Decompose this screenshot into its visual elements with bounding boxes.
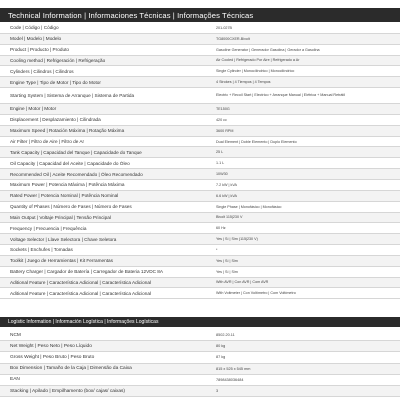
row-label: Cylinders | Cilindros | Cilindros [10, 68, 74, 74]
row-label: Air Filter | Filtro de Aire | Filtro de Ar [10, 139, 85, 145]
row-value: 3600 RPM [216, 128, 234, 133]
table-row [0, 147, 400, 158]
row-label: Aditional Feature | Característica Adicional | Característica Adicional [10, 290, 152, 296]
row-value: 3 [216, 389, 219, 394]
row-label: Rated Power | Potencia Nominal | Potência Nominal [10, 193, 119, 199]
table-row [0, 126, 400, 137]
table-row [0, 158, 400, 169]
row-label: Gross Weight | Peso Bruto | Peso Bruto [10, 354, 95, 360]
row-label: EAN [10, 377, 20, 383]
table-row [0, 213, 400, 224]
row-label: Oil Capacity | Capacidad del Aceite | Capacidade do Óleo [10, 160, 130, 166]
row-value: 815 x 525 x 545 mm [216, 366, 251, 371]
row-label: Stacking | Apilado | Empilhamento (box/ cajas/ caixas) [10, 388, 126, 394]
row-value: TE150G [216, 106, 230, 111]
table-row [0, 245, 400, 256]
table-row [0, 180, 400, 191]
row-value: * [216, 247, 218, 252]
row-value: 420 cc [216, 117, 227, 122]
row-value: Electric + Recoil Start | Electrico + Arranque Manual | Elétrica + Manual Retrátil [216, 93, 346, 98]
logistic-info-table [0, 330, 400, 397]
row-value: 80 kg [216, 344, 226, 349]
row-label: Quantity of Phases | Número de Fases | Número de Fases [10, 204, 132, 210]
table-row [0, 288, 400, 299]
table-row [0, 267, 400, 278]
row-label: Battery Charger | Cargador de Batería | Carregador de Bateria 12VDC 8A [10, 269, 164, 275]
table-row [0, 77, 400, 88]
table-row [0, 45, 400, 56]
table-row [0, 202, 400, 213]
row-label: Maximum Power | Potencia Máxima | Potência Máxima [10, 182, 125, 188]
row-value: Yes | Sí | Sim [216, 269, 238, 274]
row-label: Sockets | Enchufes | Tomadas [10, 247, 73, 253]
row-value: 8502.20.11 [216, 333, 235, 338]
row-value: 7.2 kW | kVA [216, 182, 237, 187]
table-row [0, 137, 400, 148]
logistic-info-header [0, 317, 400, 327]
table-row [0, 169, 400, 180]
row-value: With Voltmeter | Con Voltímetro | Com Voltímetro [216, 291, 296, 296]
row-value: 1.1 L [216, 161, 225, 166]
row-value: 7898438036484 [216, 377, 244, 382]
table-row [0, 115, 400, 126]
row-label: Maximum Speed | Rotación Máxima | Rotação Máxima [10, 128, 125, 134]
row-value: Bivolt 115|230 V [216, 215, 243, 220]
row-value: With AVR | Con AVR | Com AVR [216, 280, 269, 285]
row-label: NCM [10, 332, 21, 338]
table-row [0, 34, 400, 45]
row-value: Gasoline Generator | Generador Gasolina | Gerador a Gasolina [216, 47, 320, 52]
row-value: Yes | Sí | Sim [216, 258, 238, 263]
row-label: Engine | Motor | Motor [10, 106, 57, 112]
row-value: Single Cylinder | Monocilíndrico | Monocilíndrico [216, 69, 295, 74]
table-row [0, 375, 400, 386]
table-row [0, 256, 400, 267]
table-row [0, 104, 400, 115]
row-label: Code | Código | Código [10, 25, 59, 31]
row-label: Voltage Selector | Llave Selectora | Chave Seletora [10, 236, 117, 242]
table-row [0, 234, 400, 245]
table-row [0, 66, 400, 77]
table-row [0, 88, 400, 104]
row-value: 87 kg [216, 355, 226, 360]
table-row [0, 278, 400, 289]
table-row [0, 386, 400, 397]
table-row [0, 56, 400, 67]
row-value: Yes | Sí | Sim (115|230 V) [216, 237, 258, 242]
table-row [0, 364, 400, 375]
row-value: 10W30 [216, 172, 228, 177]
logistic-info-title: Logistic Information | Información Logística | Informações Logísticas [8, 319, 159, 325]
row-label: Aditional Feature | Característica Adicional | Característica Adicional [10, 279, 152, 285]
row-value: 60 Hz [216, 226, 226, 231]
row-value: 201-027B [216, 25, 232, 30]
row-value: TG8000CXER-Bivolt [216, 36, 250, 41]
row-label: Engine Type | Tipo de Motor | Tipo do Motor [10, 79, 101, 85]
table-row [0, 330, 400, 341]
technical-info-table [0, 23, 400, 299]
table-row [0, 191, 400, 202]
row-label: Starting System | Sistema de Arranque | Sistema de Partida [10, 92, 135, 98]
row-label: Model | Modelo | Modelo [10, 36, 62, 42]
row-label: Box Dimension | Tamaño de la Caja | Dimensão da Caixa [10, 366, 132, 372]
row-value: Air Cooled | Refrigerado Por Aire | Refrigerado a Ar [216, 58, 300, 63]
row-value: Dual Element | Doble Elemento | Duplo Elemento [216, 139, 297, 144]
row-label: Tank Capacity | Capacidad del Tanque | Capacidade do Tanque [10, 149, 142, 155]
row-label: Net Weight | Peso Neto | Peso Líquido [10, 343, 92, 349]
table-row [0, 23, 400, 34]
table-row [0, 223, 400, 234]
row-label: Cooling method | Refrigeración | Refrigeração [10, 57, 106, 63]
row-label: Frequency | Frecuencia | Frequência [10, 225, 87, 231]
row-value: 6.6 kW | kVA [216, 193, 237, 198]
row-label: Toolkit | Juego de Herramientas | Kit Ferramentas [10, 258, 113, 264]
table-row [0, 352, 400, 363]
row-value: 25 L [216, 150, 224, 155]
table-row [0, 341, 400, 352]
row-value: Single Phase | Monofásico | Monofásico [216, 204, 282, 209]
technical-info-title: Technical Information | Informaciones Técnicas | Informações Técnicas [8, 10, 254, 20]
row-label: Recommended Oil | Aceite Recomendado | Óleo Recomendado [10, 171, 143, 177]
row-label: Displacement | Desplazamiento | Cilindrada [10, 117, 101, 123]
row-label: Product | Producto | Produto [10, 47, 69, 53]
row-label: Main Output | Voltaje Principal | Tensão Principal [10, 214, 111, 220]
technical-info-header [0, 8, 400, 22]
row-value: 4 Strokes | 4 Tiempos | 4 Tempos [216, 80, 271, 85]
